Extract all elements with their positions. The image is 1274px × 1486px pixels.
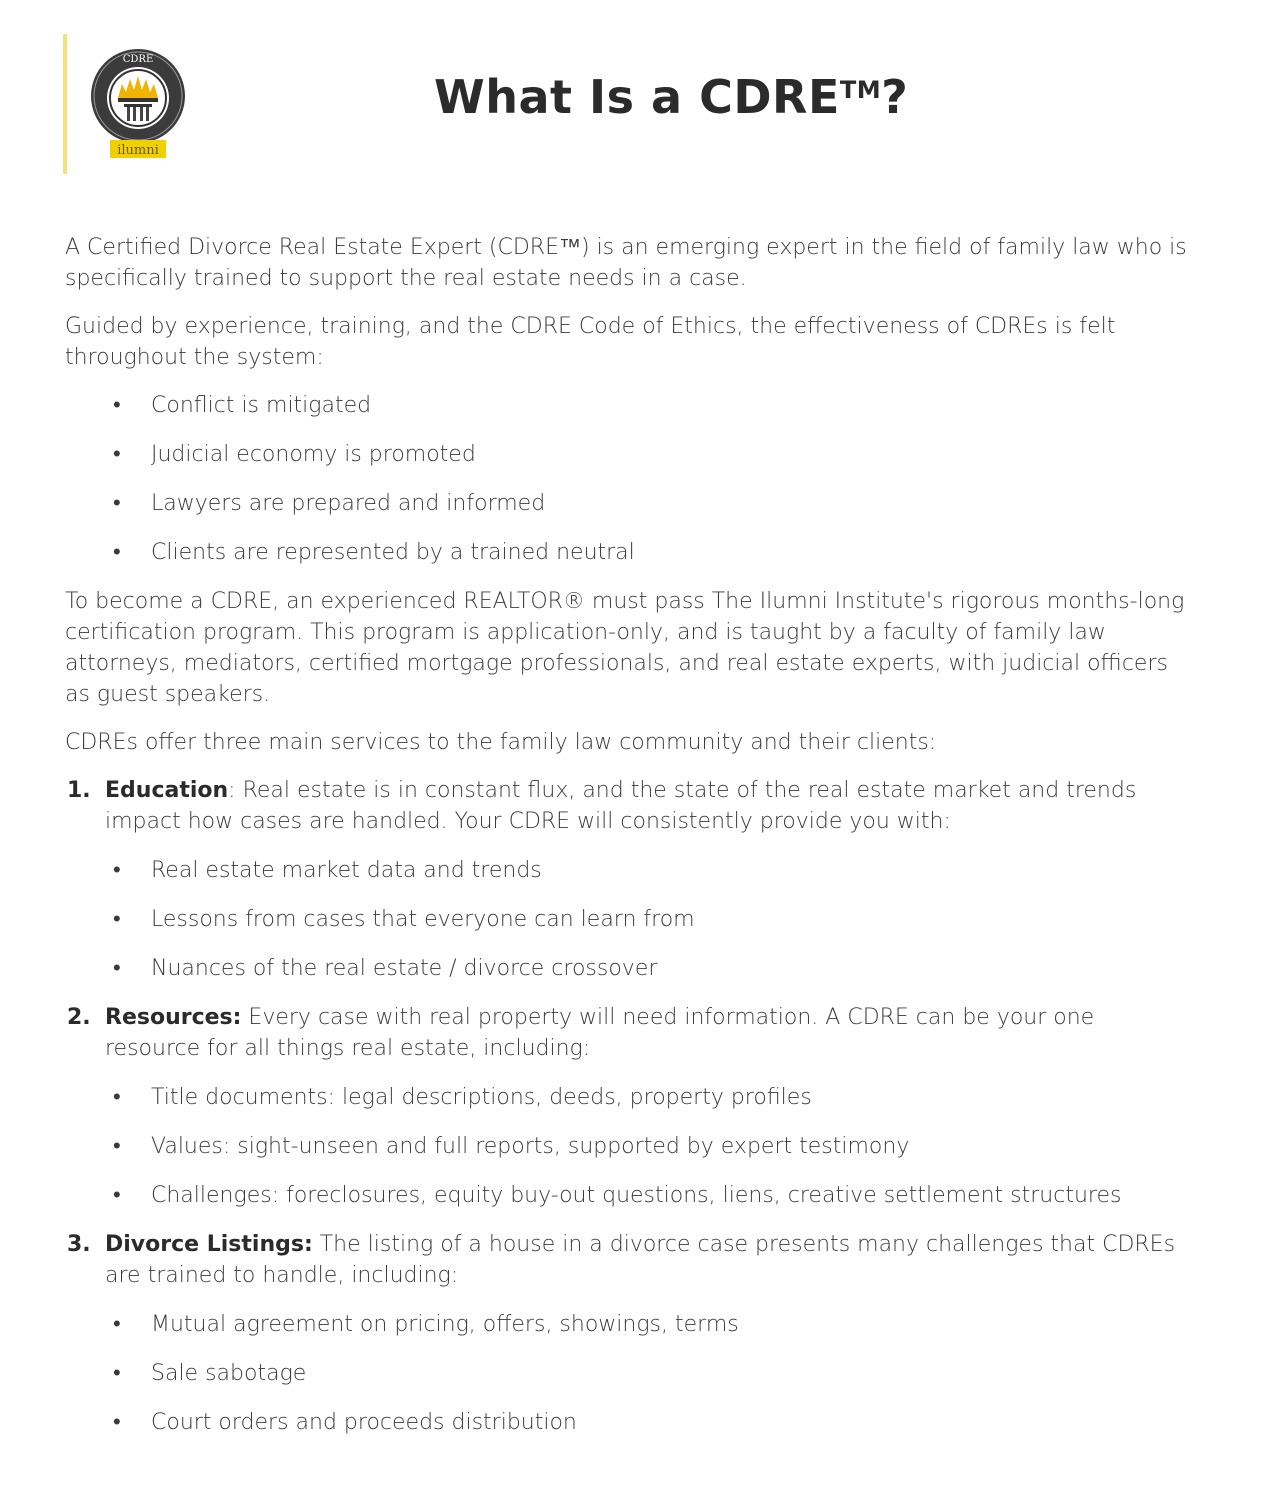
page-title: What Is a CDRE™? — [434, 70, 909, 124]
list-item: • Court orders and proceeds distribution — [65, 1407, 1195, 1438]
effects-list — [65, 390, 1195, 568]
list-item: • Lessons from cases that everyone can learn from — [65, 904, 1195, 935]
list-item: • Judicial economy is promoted — [65, 439, 1195, 470]
list-item: • Challenges: foreclosures, equity buy-out questions, liens, creative settlement structures — [65, 1180, 1195, 1211]
service-item-divorce-listings: 3. Divorce Listings: The listing of a house in a divorce case presents many challenges that CDREs are trained to handle, including: • Mutual agreement on pricing, offers, showings, terms • Sale sabotage • Court orders and proceeds distribution — [65, 1229, 1195, 1438]
become-paragraph: To become a CDRE, an experienced REALTOR® must pass The Ilumni Institute's rigorous months-long certification program. This program is application-only, and is taught by a faculty of family law attorneys, mediators, certified mortgage professionals, and real estate experts, with judicial officers as guest speakers. — [65, 589, 1185, 707]
list-item: • Clients are represented by a trained neutral — [65, 537, 1195, 568]
accent-bar — [63, 34, 67, 174]
list-item: • Sale sabotage — [65, 1358, 1195, 1389]
service-item-education: 1. Education: Real estate is in constant flux, and the state of the real estate market and trends impact how cases are handled. Your CDRE will consistently provide you with: • Real estate market data and trends • Lessons from cases that everyone can learn from • Nuances of the real estate / divorce crossover — [65, 775, 1195, 984]
intro-paragraph: A Certified Divorce Real Estate Expert (CDRE™) is an emerging expert in the field of family law who is specifically trained to support the real estate needs in a case. — [65, 235, 1187, 291]
list-item: • Mutual agreement on pricing, offers, showings, terms — [65, 1309, 1195, 1340]
list-item: • Title documents: legal descriptions, deeds, property profiles — [65, 1082, 1195, 1113]
svg-text:CDRE: CDRE — [122, 54, 154, 65]
service-item-resources: 2. Resources: Every case with real property will need information. A CDRE can be your one resource for all things real estate, including: • Title documents: legal descriptions, deeds, property profiles • Values: sight-unseen and full reports, supported by expert testimony • Challenges: foreclosures, equity buy-out questions, liens, creative settlement structures — [65, 1002, 1195, 1211]
intro-paragraph: Guided by experience, training, and the CDRE Code of Ethics, the effectiveness of CDREs is felt throughout the system: — [65, 314, 1116, 370]
list-item: • Real estate market data and trends — [65, 855, 1195, 886]
services-intro: CDREs offer three main services to the family law community and their clients: — [65, 730, 937, 755]
cdre-logo — [88, 48, 188, 160]
list-item: • Values: sight-unseen and full reports, supported by expert testimony — [65, 1131, 1195, 1162]
list-item: • Lawyers are prepared and informed — [65, 488, 1195, 519]
list-item: • Nuances of the real estate / divorce crossover — [65, 953, 1195, 984]
list-item: • Conflict is mitigated — [65, 390, 1195, 421]
services-list — [65, 775, 1195, 1438]
svg-text:ilumni: ilumni — [117, 143, 159, 158]
document-body — [65, 232, 1195, 1456]
